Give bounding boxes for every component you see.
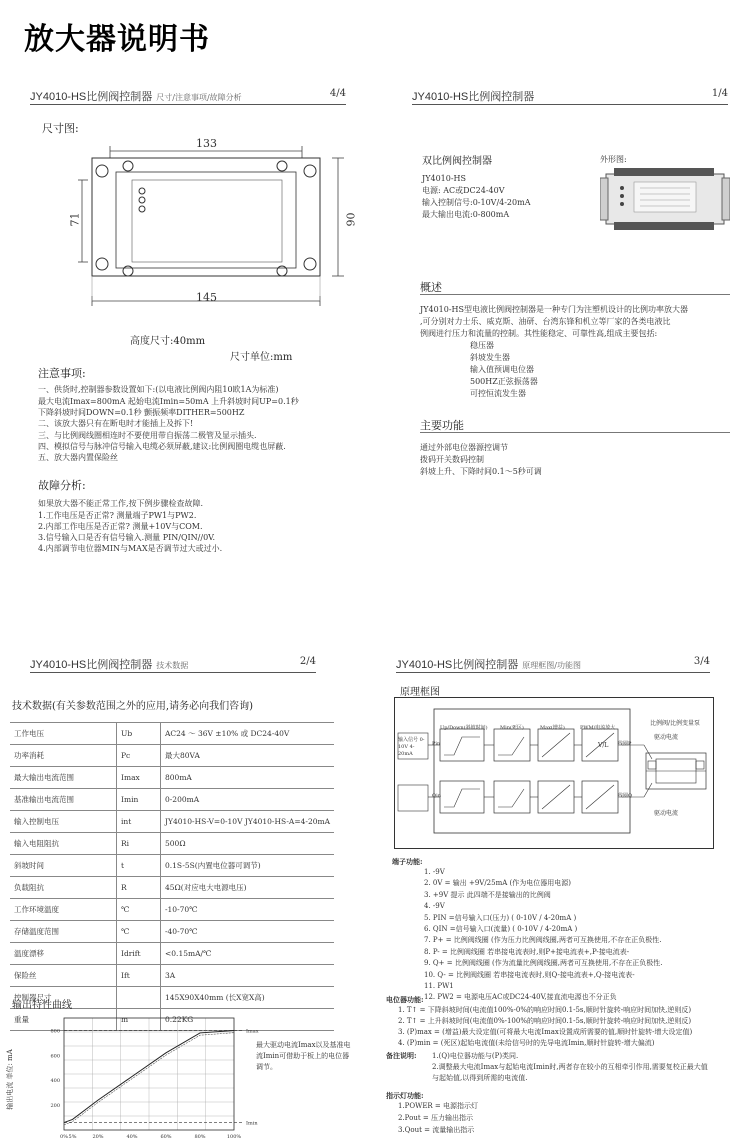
table-cell: 输入控制电压 [10, 811, 117, 833]
notes-title: 注意事项: [38, 367, 86, 380]
note-line: 四、模拟信号与脉冲信号输入电缆必须屏蔽,建议:比例阀圈电缆也屏蔽. [38, 442, 286, 451]
table-cell: ℃ [117, 899, 161, 921]
p1-header [412, 88, 728, 105]
block-label-updown: Up/Down(斜坡时间) [440, 725, 488, 731]
table-row [10, 899, 334, 921]
block-label-input: 输入信号 0-10V 4-20mA [398, 737, 425, 757]
block-label-pout: 线圈P [618, 741, 632, 747]
terminal-item: 7. P+ = 比例阀线圈 (作为压力比例阀线圈,两者可互换使用,不存在正负极性. [424, 936, 662, 945]
func-line: 通过外部电位器源控调节 [420, 443, 508, 452]
document-title: 放大器说明书 [24, 22, 210, 57]
x-tick-label: 5% [68, 1134, 77, 1140]
spec-line: 最大输出电流:0-800mA [422, 210, 510, 219]
p3-page-number: 3/4 [693, 656, 710, 667]
product-photo [600, 164, 730, 236]
table-cell: -40-70℃ [161, 921, 335, 943]
note-line: 下降斜坡时间DOWN=0.1秒 颤振频率DITHER=500HZ [38, 408, 245, 417]
unit-text: 尺寸单位:mm [230, 352, 293, 363]
component-item: 斜坡发生器 [470, 353, 510, 362]
block-label-max: Max(增益) [540, 725, 565, 731]
table-cell: <0.15mA/℃ [161, 943, 335, 965]
p1-page-number: 1/4 [711, 88, 728, 99]
component-item: 稳压器 [470, 341, 494, 350]
dim-145: 145 [196, 291, 217, 304]
fault-title: 故障分析: [38, 479, 86, 492]
table-cell [117, 987, 161, 1009]
block-label-qin: Qin [432, 793, 441, 799]
table-cell: 0.22KG [161, 1009, 335, 1031]
block-label-right-title: 比例阀/比例变量泵 [650, 720, 701, 727]
product-name: 双比例阀控制器 [422, 156, 492, 167]
table-cell: 最大80VA [161, 745, 335, 767]
dim-133: 133 [196, 137, 217, 150]
p4-header-sub: 尺寸/注意事项/故障分析 [156, 93, 242, 102]
overview-line: 例阀进行压力和流量的控制。其性能稳定、可靠性高,组成主要包括: [420, 329, 658, 338]
table-cell: 0.1S-5S(内置电位器可调节) [161, 855, 335, 877]
table-cell: Imin [117, 789, 161, 811]
table-cell: 控制器尺寸 [10, 987, 117, 1009]
table-cell: R [117, 877, 161, 899]
terminal-item: 2. 0V = 输出 +9V/25mA (作为电位器用电源) [424, 879, 571, 888]
func-title: 主要功能 [420, 419, 464, 432]
table-cell: 0-200mA [161, 789, 335, 811]
table-cell: 500Ω [161, 833, 335, 855]
table-cell: 3A [161, 965, 335, 987]
table-cell: -10-70℃ [161, 899, 335, 921]
table-cell: 斜坡时间 [10, 855, 117, 877]
table-cell: Pc [117, 745, 161, 767]
remark-item: 与起始值,以得到所需的电流值. [432, 1074, 528, 1082]
note-line: 最大电流Imax=800mA 起始电流Imin=50mA 上升斜坡时间UP=0.1秒 [38, 397, 299, 406]
overview-title: 概述 [420, 281, 442, 294]
terminal-item: 4. -9V [424, 902, 445, 911]
table-cell: 功率消耗 [10, 745, 117, 767]
remark-label: 备注说明: [386, 1051, 417, 1060]
terminal-item: 3. +9V 提示 此四端不是接输出的比例阀 [424, 890, 551, 899]
curve-note: 调节。 [256, 1063, 277, 1071]
p4-dim-title: 尺寸图: [42, 122, 79, 135]
table-cell: 重量 [10, 1009, 117, 1031]
dim-90: 90 [344, 212, 358, 227]
block-label-valve: V/L [598, 742, 609, 749]
table-cell: 基准输出电流范围 [10, 789, 117, 811]
outline-label: 外形图: [600, 155, 627, 164]
table-cell: t [117, 855, 161, 877]
table-row [10, 745, 334, 767]
note-line: 三、与比例阀线圈相连时不要使用带自振荡二极管及显示插头. [38, 431, 257, 440]
x-tick-label: 40% [126, 1134, 138, 1140]
p3-header-sub: 原理框图/功能图 [522, 661, 581, 670]
p3-header [396, 656, 710, 673]
output-curve-chart [30, 1010, 270, 1144]
table-cell: Imax [117, 767, 161, 789]
pot-item: 3. (P)max = (增益)最大设定值(可将最大电流Imax设置成所需要的值,顺时针旋转-增大设定值) [398, 1028, 693, 1036]
indicator-item: 2.Pout = 压力输出指示 [398, 1114, 473, 1122]
chart-y-axis-label: 输出电流 单位: mA [5, 1049, 14, 1110]
p2-page-number: 2/4 [299, 656, 316, 667]
p2-header-sub: 技术数据 [156, 661, 189, 670]
table-row [10, 855, 334, 877]
table-row [10, 767, 334, 789]
table-cell: 工作电压 [10, 723, 117, 745]
x-tick-label: 80% [194, 1134, 206, 1140]
p2-header-main: JY4010-HS比例阀控制器 [30, 659, 153, 671]
table-cell: 负载阻抗 [10, 877, 117, 899]
spec-line: 输入控制信号:0-10V/4-20mA [422, 198, 531, 207]
x-tick-label: 60% [160, 1134, 172, 1140]
tech-title: 技术数据(有关参数范围之外的应用,请务必向我们咨询) [12, 701, 253, 712]
table-cell: JY4010-HS-V=0-10V JY4010-HS-A=4-20mA [161, 811, 335, 833]
terminal-item: 6. QIN =信号输入口(流量) ( 0-10V / 4-20mA ) [424, 925, 578, 933]
table-row [10, 811, 334, 833]
table-row [10, 833, 334, 855]
table-row [10, 943, 334, 965]
overview-rule [420, 294, 730, 295]
annotation-imax: Imax [246, 1028, 259, 1035]
component-item: 可控恒流发生器 [470, 389, 526, 398]
overview-line: JY4010-HS型电液比例阀控制器是一种专门为注塑机设计的比例功率放大器 [420, 305, 689, 314]
fault-line: 1.工作电压是否正常? 测量端子PW1与PW2. [38, 511, 197, 520]
block-label-pwm: PWM/电流放大 [580, 725, 616, 731]
y-tick-label: 600 [50, 1053, 60, 1060]
block-label-pin: Pin [432, 741, 441, 747]
table-cell: 温度漂移 [10, 943, 117, 965]
note-line: 五、放大器内置保险丝 [38, 453, 118, 462]
p3-header-main: JY4010-HS比例阀控制器 [396, 659, 519, 671]
table-cell: Idrift [117, 943, 161, 965]
height-text: 高度尺寸:40mm [130, 336, 206, 347]
curve-note: 最大驱动电流Imax以及基准电 [256, 1041, 351, 1049]
table-cell: int [117, 811, 161, 833]
pot-item: 4. (P)min = (死区)起始电流值(未给信号时的先导电流Imin,顺时针旋转-增大偏流) [398, 1039, 655, 1047]
p2-header [30, 656, 316, 673]
fault-line: 如果放大器不能正常工作,按下例步骤检查故障. [38, 499, 204, 508]
indicator-item: 1.POWER = 电源指示灯 [398, 1102, 479, 1110]
terminal-item: 5. PIN =信号输入口(压力) ( 0-10V / 4-20mA ) [424, 913, 577, 922]
block-label-min: Min(死区) [500, 725, 524, 731]
dimension-drawing [70, 136, 360, 316]
table-cell: 工作环境温度 [10, 899, 117, 921]
p4-header [30, 88, 346, 105]
table-row [10, 723, 334, 745]
dim-71: 71 [68, 212, 82, 227]
x-tick-label: 20% [92, 1134, 104, 1140]
terminal-item: 9. Q+ = 比例阀线圈 (作为流量比例阀线圈,两者可互换使用,不存在正负极性. [424, 959, 663, 968]
table-cell: Ub [117, 723, 161, 745]
terminal-item: 1. -9V [424, 868, 445, 876]
note-line: 一、供货时,控制器参数设置如下:(以电液比例阀内阻10欧1A为标准) [38, 385, 279, 394]
block-label-drive2: 驱动电流 [654, 810, 679, 817]
component-item: 输入值预调电位器 [470, 365, 534, 374]
block-label-qout: 线圈Q [618, 793, 633, 799]
table-row [10, 789, 334, 811]
block-label-drive1: 驱动电流 [654, 734, 679, 741]
tech-table [10, 722, 334, 1031]
y-tick-label: 400 [50, 1078, 60, 1085]
terminal-item: 10. Q- = 比例阀线圈 若串接电流表时,则Q-接电流表+,Q-接电流表- [424, 970, 635, 979]
table-cell: 145X90X40mm (长X宽X高) [161, 987, 335, 1009]
table-cell: 输入电阻阻抗 [10, 833, 117, 855]
note-line: 二、该放大器只有在断电时才能插上及拆下! [38, 419, 194, 428]
table-cell: m [117, 1009, 161, 1031]
func-line: 拨码开关数码控制 [420, 455, 484, 464]
p1-header-main: JY4010-HS比例阀控制器 [412, 91, 535, 103]
spec-line: JY4010-HS [422, 174, 467, 183]
table-cell: 最大输出电流范围 [10, 767, 117, 789]
remark-item: 2.调整最大电流Imax与起始电流Imin时,两者存在较小的互相牵引作用,需要复校正最大值 [432, 1063, 708, 1071]
spec-line: 电源: AC或DC24-40V [422, 186, 505, 195]
pot-item: 2. T↑ = 上升斜坡时间(电流值0%-100%的响应时间0.1-5s,顺时针旋转-响应时间加快,逆则反) [398, 1017, 692, 1025]
terminal-item: 11. PW1 [424, 982, 454, 990]
table-row [10, 877, 334, 899]
terminal-item: 12. PW2 = 电源电压AC或DC24-40V,接直流电源也不分正负 [424, 993, 617, 1002]
table-cell: Ift [117, 965, 161, 987]
pot-title: 电位器功能: [386, 995, 424, 1004]
func-rule [420, 432, 730, 433]
table-cell: 45Ω(对应电大电源电压) [161, 877, 335, 899]
pot-item: 1. T↑ = 下降斜坡时间(电流值100%-0%的响应时间0.1-5s,顺时针旋转-响应时间加快,逆则反) [398, 1006, 692, 1014]
fault-line: 3.信号输入口是否有信号输入.测量 PIN/QIN//0V. [38, 533, 216, 542]
curve-note: 流Imin可借助于板上的电位器 [256, 1052, 350, 1060]
annotation-imin: Imin [246, 1120, 258, 1127]
table-row [10, 965, 334, 987]
indicator-item: 3.Qout = 流量输出指示 [398, 1126, 475, 1134]
table-cell: AC24 ～ 36V ±10% 或 DC24-40V [161, 723, 335, 745]
table-row [10, 921, 334, 943]
ind-title: 指示灯功能: [386, 1091, 424, 1100]
table-cell: ℃ [117, 921, 161, 943]
y-tick-label: 800 [50, 1028, 60, 1035]
fault-line: 2.内部工作电压是否正常? 测量+10V与COM. [38, 522, 203, 531]
y-tick-label: 200 [50, 1103, 60, 1110]
term-title: 端子功能: [392, 857, 423, 866]
x-tick-label: 100% [226, 1134, 242, 1140]
p4-header-main: JY4010-HS比例阀控制器 [30, 91, 153, 103]
table-cell: 800mA [161, 767, 335, 789]
table-cell: 保险丝 [10, 965, 117, 987]
remark-item: 1.(Q)电位器功能与(P)类同. [432, 1052, 519, 1060]
table-cell: Ri [117, 833, 161, 855]
component-item: 500HZ正弦振荡器 [470, 377, 538, 386]
p4-page-number: 4/4 [329, 88, 346, 99]
table-cell: 存储温度范围 [10, 921, 117, 943]
block-title: 原理框图 [400, 687, 440, 698]
func-line: 斜坡上升、下降时间0.1～5秒可调 [420, 467, 542, 476]
x-tick-label: 0% [60, 1134, 68, 1140]
terminal-item: 8. P- = 比例阀线圈 若串接电流表时,则P+接电流表+,P-接电流表- [424, 947, 630, 956]
fault-line: 4.内部调节电位器MIN与MAX是否调节过大或过小. [38, 544, 223, 553]
curve-title: 输出特性曲线 [12, 1000, 72, 1011]
overview-line: ,可分别对力士乐、威克斯、油研、台湾东锋和机立等厂家的各类电液比 [420, 317, 671, 326]
